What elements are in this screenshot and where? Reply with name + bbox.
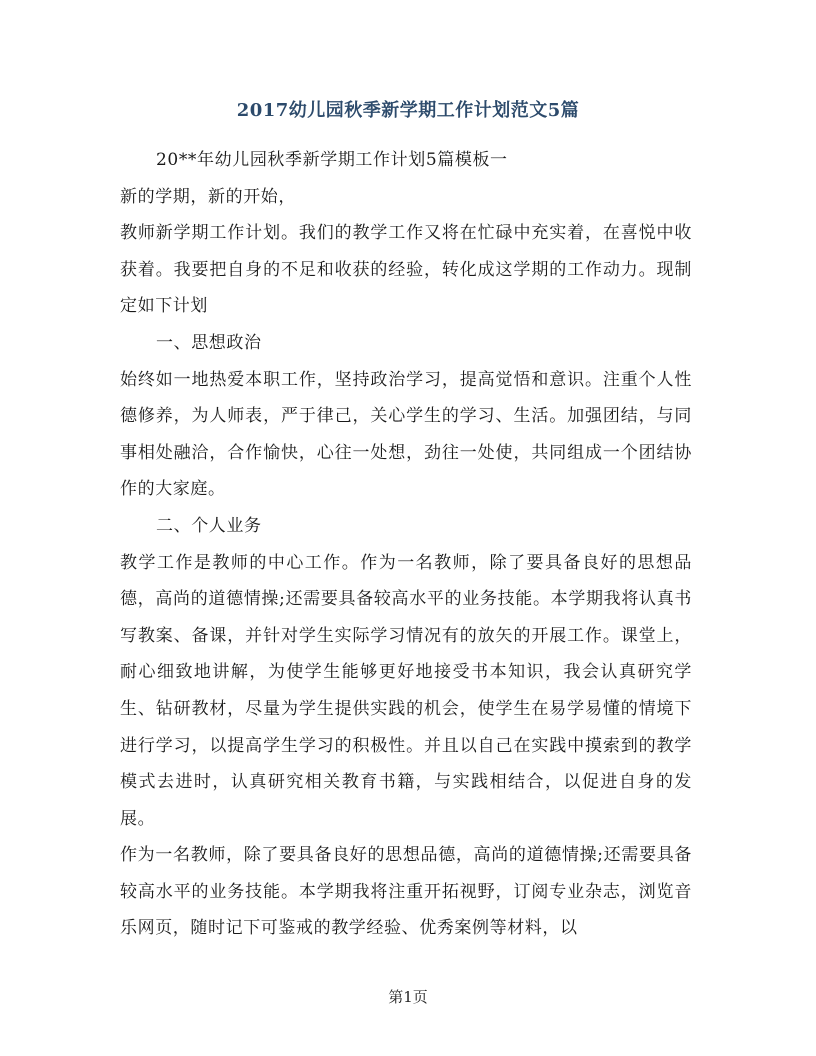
section-heading: 二、个人业务 xyxy=(156,515,262,536)
paragraph: 教师新学期工作计划。我们的教学工作又将在忙碌中充实着，在喜悦中收获着。我要把自身的不足和收获的经验，转化成这学期的工作动力。现制定如下计划 xyxy=(120,223,692,317)
paragraph: 20**年幼儿园秋季新学期工作计划5篇模板一 xyxy=(156,150,508,170)
paragraph: 新的学期，新的开始， xyxy=(120,186,296,207)
paragraph: 作为一名教师，除了要具备良好的思想品德，高尚的道德情操;还需要具备较高水平的业务技能。本学期我将注重开拓视野，订阅专业杂志，浏览音乐网页，随时记下可鉴戒的教学经验、优秀案例等材料，以 xyxy=(120,845,692,939)
section-heading: 一、思想政治 xyxy=(156,332,262,353)
paragraph: 教学工作是教师的中心工作。作为一名教师，除了要具备良好的思想品德，高尚的道德情操;还需要具备较高水平的业务技能。本学期我将认真书写教案、备课，并针对学生实际学习情况有的放矢的开展工作。课堂上，耐心细致地讲解，为使学生能够更好地接受书本知识，我会认真研究学生、钻研教材，尽量为学生提供实践的机会，使学生在易学易懂的情境下进行学习，以提高学生学习的积极性。并且以自己在实践中摸索到的教学模式去进时，认真研究相关教育书籍，与实践相结合，以促进自身的发展。 xyxy=(120,552,692,829)
paragraph: 始终如一地热爱本职工作，坚持政治学习，提高觉悟和意识。注重个人性德修养，为人师表，严于律己，关心学生的学习、生活。加强团结，与同事相处融洽，合作愉快，心往一处想，劲往一处使，共同组成一个团结协作的大家庭。 xyxy=(120,369,692,500)
document-title: 2017幼儿园秋季新学期工作计划范文5篇 xyxy=(236,100,580,121)
page-number: 第1页 xyxy=(388,988,428,1006)
document-body xyxy=(120,142,692,947)
